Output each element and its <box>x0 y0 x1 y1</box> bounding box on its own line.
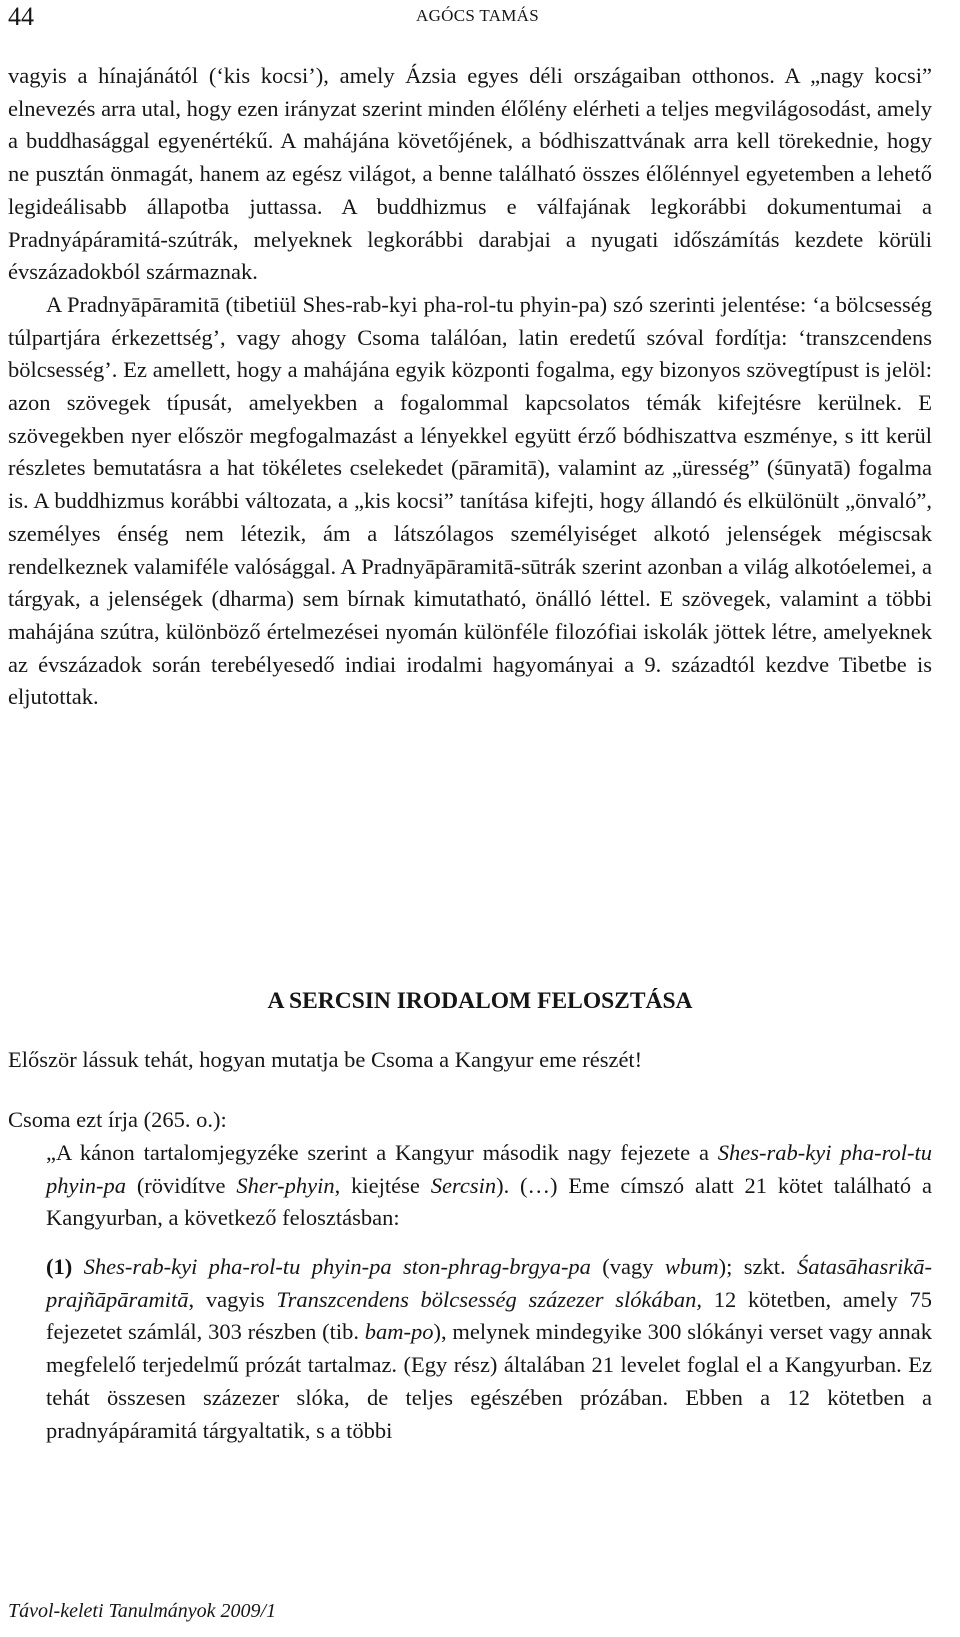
quote-title-italic: bam-po <box>364 1319 434 1345</box>
quote-title-italic: Sercsin <box>430 1172 497 1198</box>
quote-fragment: , kiejtése <box>334 1172 431 1198</box>
quote-title-italic: Sher-phyin <box>236 1172 335 1198</box>
quote-fragment: (rövidítve <box>125 1172 237 1198</box>
quote-fragment: ). (…) Eme címszó alatt 21 kötet található a Kangyurban, a következő felosztásban: <box>46 1172 932 1231</box>
quote-paragraph-1 <box>46 1137 932 1235</box>
intro-line: Először lássuk tehát, hogyan mutatja be Csoma a Kangyur eme részét! <box>8 1047 643 1072</box>
quote-fragment: ); szkt. <box>718 1254 797 1279</box>
body-paragraph: A Pradnyāpāramitā (tibetiül Shes-rab-kyi pha-rol-tu phyin-pa) szó szerinti jelentése: ‘a bölcsesség túlpartjára érkezettség’, vagy ahogy Csoma találóan, latin eredetű szóval fordítja: ‘transzcendens bölcsesség’. Ez amellett, hogy a mahájána egyik központi fogalma, egy bizonyos szövegtípust is jelöl: azon szövegek típusát, amelyekben a fogalommal kapcsolatos témák kifejtésre kerülnek. E szövegekben nyer először megfogalmazást a lényekkel együtt érző bódhiszattva eszménye, s itt kerül részletes bemutatásra a hat tökéletes cselekedet (pāramitā), valamint az „üresség” (śūnyatā) fogalma is. A buddhizmus korábbi változata, a „kis kocsi” tanítása kifejti, hogy állandó és elkülönült „önvaló”, személyes énség nem létezik, ám a látszólagos személyiséget alkotó jelenségek mégiscsak rendelkeznek valamiféle valósággal. A Pradnyāpāramitā-sūtrák szerint azonban a világ alkotóelemei, a tárgyak, a jelenségek (dharma) sem bírnak kimutatható, önálló léttel. E szövegek, valamint a többi mahájána szútra, különböző értelmezései nyomán különféle filozófiai iskolák jöttek létre, amelyeknek az évszázadok során terebélyesedő indiai irodalmi hagyományai a 9. századtól kezdve Tibetbe is eljutottak. <box>8 291 932 710</box>
quote-fragment: (vagy <box>590 1254 665 1279</box>
page-number: 44 <box>8 2 34 31</box>
running-head: AGÓCS TAMÁS <box>416 6 540 25</box>
quote-fragment: , vagyis <box>188 1286 277 1312</box>
quote-fragment: ), melynek mindegyike 300 slókányi verset vagy annak megfelelő terjedelmű prózát tartalmaz. (Egy rész) általában 21 levelet foglal el a Kangyurban. Ez tehát összesen százezer slóka, de teljes egészében prózában. Ebben a 12 kötetben a pradnyápáramitá tárgyaltatik, s a többi <box>46 1319 932 1443</box>
quote-text <box>46 1137 932 1235</box>
source-line: Csoma ezt írja (265. o.): <box>8 1107 227 1132</box>
journal-footer: Távol-keleti Tanulmányok 2009/1 <box>8 1600 277 1622</box>
quote-title-italic: Transzcendens bölcsesség százezer slókában, <box>276 1286 703 1312</box>
quote-fragment: 12 kötetben, amely 75 fejezetet számlál, 303 részben (tib. <box>46 1286 932 1345</box>
quote-title-italic: wbum <box>664 1254 719 1279</box>
quote-text <box>46 1251 932 1447</box>
quote-title-italic: Shes-rab-kyi pha-rol-tu phyin-pa <box>46 1140 932 1198</box>
body-paragraph: vagyis a hínajánától (‘kis kocsi’), amely Ázsia egyes déli országaiban otthonos. A „nagy kocsi” elnevezés arra utal, hogy ezen irányzat szerint minden élőlény elérheti a teljes megvilágosodást, amely a buddhasággal egyenértékű. A mahájána követőjének, a bódhiszattvának arra kell törekednie, hogy ne pusztán önmagát, hanem az egész világot, a benne található összes élőlénnyel egyetemben a lehető legideálisabb állapotba juttassa. A buddhizmus e válfajának legkorábbi dokumentumai a Pradnyápáramitá-szútrák, melyeknek legkorábbi darabjai a nyugati időszámítás kezdete körüli évszázadokból származnak. <box>8 63 932 285</box>
quote-paragraph-2 <box>46 1251 932 1447</box>
section-heading: A SERCSIN IRODALOM FELOSZTÁSA <box>267 988 693 1014</box>
quote-title-italic: Shes-rab-kyi pha-rol-tu phyin-pa ston-phrag-brgya-pa <box>83 1254 591 1279</box>
body-text <box>8 60 932 714</box>
list-number: (1) <box>46 1254 73 1279</box>
quote-title-italic: Śatasāhasrikā-prajñāpāramitā <box>46 1254 932 1312</box>
quote-fragment: „A kánon tartalomjegyzéke szerint a Kangyur második nagy fejezete a <box>46 1140 718 1165</box>
